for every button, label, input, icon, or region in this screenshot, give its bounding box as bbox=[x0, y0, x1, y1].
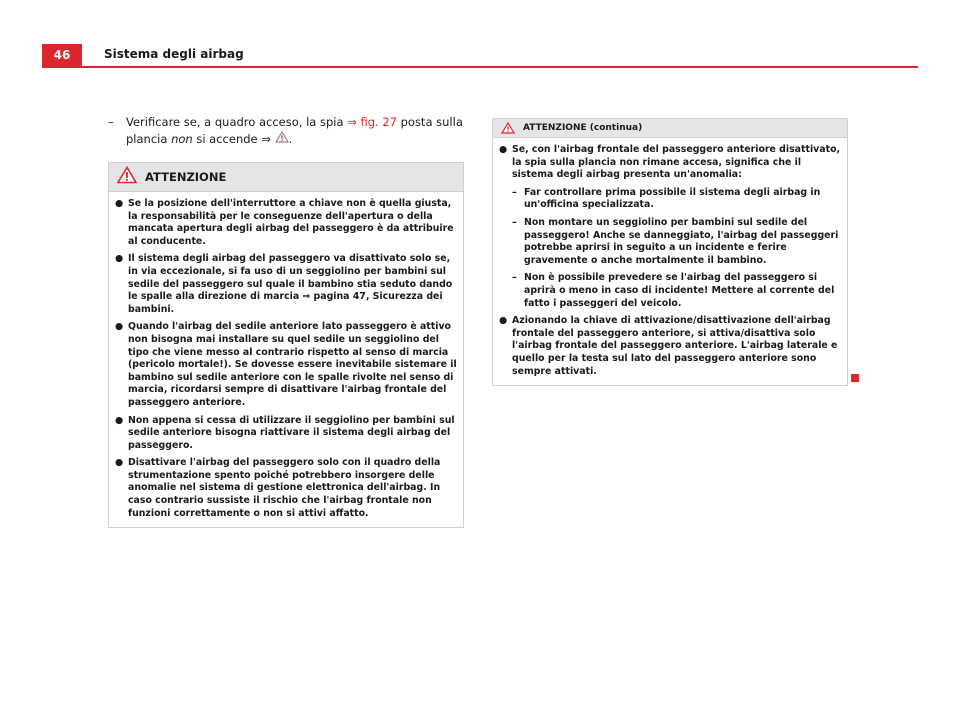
warning-box-body bbox=[109, 192, 463, 527]
warning-item: ● Il sistema degli airbag del passeggero va disattivato solo se, in via eccezionale, si fa uso di un seggiolino per bambini sul sedile del passeggero sul quale il bambino stia seduto dando le spalle alla direzione di marcia ⇒ pagina 47, Sicurezza dei bambini. bbox=[115, 253, 453, 315]
warning-item: ● Disattivare l'airbag del passeggero solo con il quadro della strumentazione spento poiché potrebbero insorgere delle anomalie nel sistema di gestione elettronica dell'airbag. In caso contrario sussiste il rischio che l'airbag frontale non funzioni correttamente o non si attivi affatto. bbox=[115, 457, 441, 519]
warning-item: ● Se la posizione dell'interruttore a chiave non è quella giusta, la responsabilità per le conseguenze dell'apertura o della mancata apertura degli airbag del passeggero è da attribuire al conducente. bbox=[115, 198, 454, 247]
warning-box bbox=[108, 162, 464, 528]
warning-item: ● Se, con l'airbag frontale del passeggero anteriore disattivato, la spia sulla plancia non rimane accesa, significa che il sistema degli airbag presenta un'anomalia: bbox=[499, 144, 841, 181]
warning-subitem: – Non è possibile prevedere se l'airbag del passeggero si aprirà o meno in caso di incidente! Mettere al corrente del fatto i passeggeri del veicolo. bbox=[512, 272, 835, 309]
warning-box-header bbox=[493, 119, 847, 138]
right-column bbox=[492, 118, 848, 386]
page-number: 46 bbox=[42, 44, 82, 66]
warning-item: ● Azionando la chiave di attivazione/disattivazione dell'airbag frontale del passeggero anteriore, si attiva/disattiva solo l'airbag frontale del passeggero anteriore. L'airbag laterale e quello per la testa sul lato del passeggero anteriore sono sempre attivati. bbox=[499, 315, 838, 377]
page-title: Sistema degli airbag bbox=[104, 47, 244, 61]
warning-subitem: – Far controllare prima possibile il sistema degli airbag in un'officina specializzata. bbox=[512, 186, 821, 211]
warning-box-header bbox=[109, 163, 463, 192]
warning-box-title: ATTENZIONE (continua) bbox=[523, 123, 643, 133]
warning-item: ● Quando l'airbag del sedile anteriore lato passeggero è attivo non bisogna mai installare su quel sedile un seggiolino del tipo che viene messo al contrario rispetto al senso di marcia (pericolo mortale!). Se dovesse essere inevitabile sistemare il bambino sul sedile anteriore con le spalle rivolte nel senso di marcia, ricordarsi sempre di disattivare l'airbag frontale del passeggero anteriore. bbox=[115, 321, 457, 408]
page-header bbox=[42, 44, 918, 68]
warning-triangle-icon bbox=[501, 119, 515, 138]
warning-box-body bbox=[493, 138, 847, 385]
warning-triangle-icon bbox=[117, 166, 137, 188]
intro-paragraph bbox=[108, 114, 464, 148]
warning-subitem: – Non montare un seggiolino per bambini sul sedile del passeggero! Anche se danneggiato, l'airbag del passeggeri potrebbe aprirsi in seguito a un incidente e ferire gravemente o anche mortalmente il bambino. bbox=[512, 216, 839, 266]
intro-dash: – bbox=[108, 115, 114, 129]
intro-text: Verificare se, a quadro acceso, la spia ⇒ fig. 27 posta sulla plancia non si accende ⇒ . bbox=[126, 115, 463, 146]
warning-triangle-icon[interactable] bbox=[275, 131, 289, 148]
left-column bbox=[108, 114, 464, 528]
warning-box-continued bbox=[492, 118, 848, 386]
warning-item: ● Non appena si cessa di utilizzare il seggiolino per bambini sul sedile anteriore bisogna riattivare il sistema degli airbag del passeggero. bbox=[115, 414, 455, 451]
section-end-marker bbox=[851, 374, 859, 382]
fig-27-link[interactable]: ⇒ fig. 27 bbox=[347, 115, 397, 129]
warning-box-title: ATTENZIONE bbox=[145, 170, 227, 184]
